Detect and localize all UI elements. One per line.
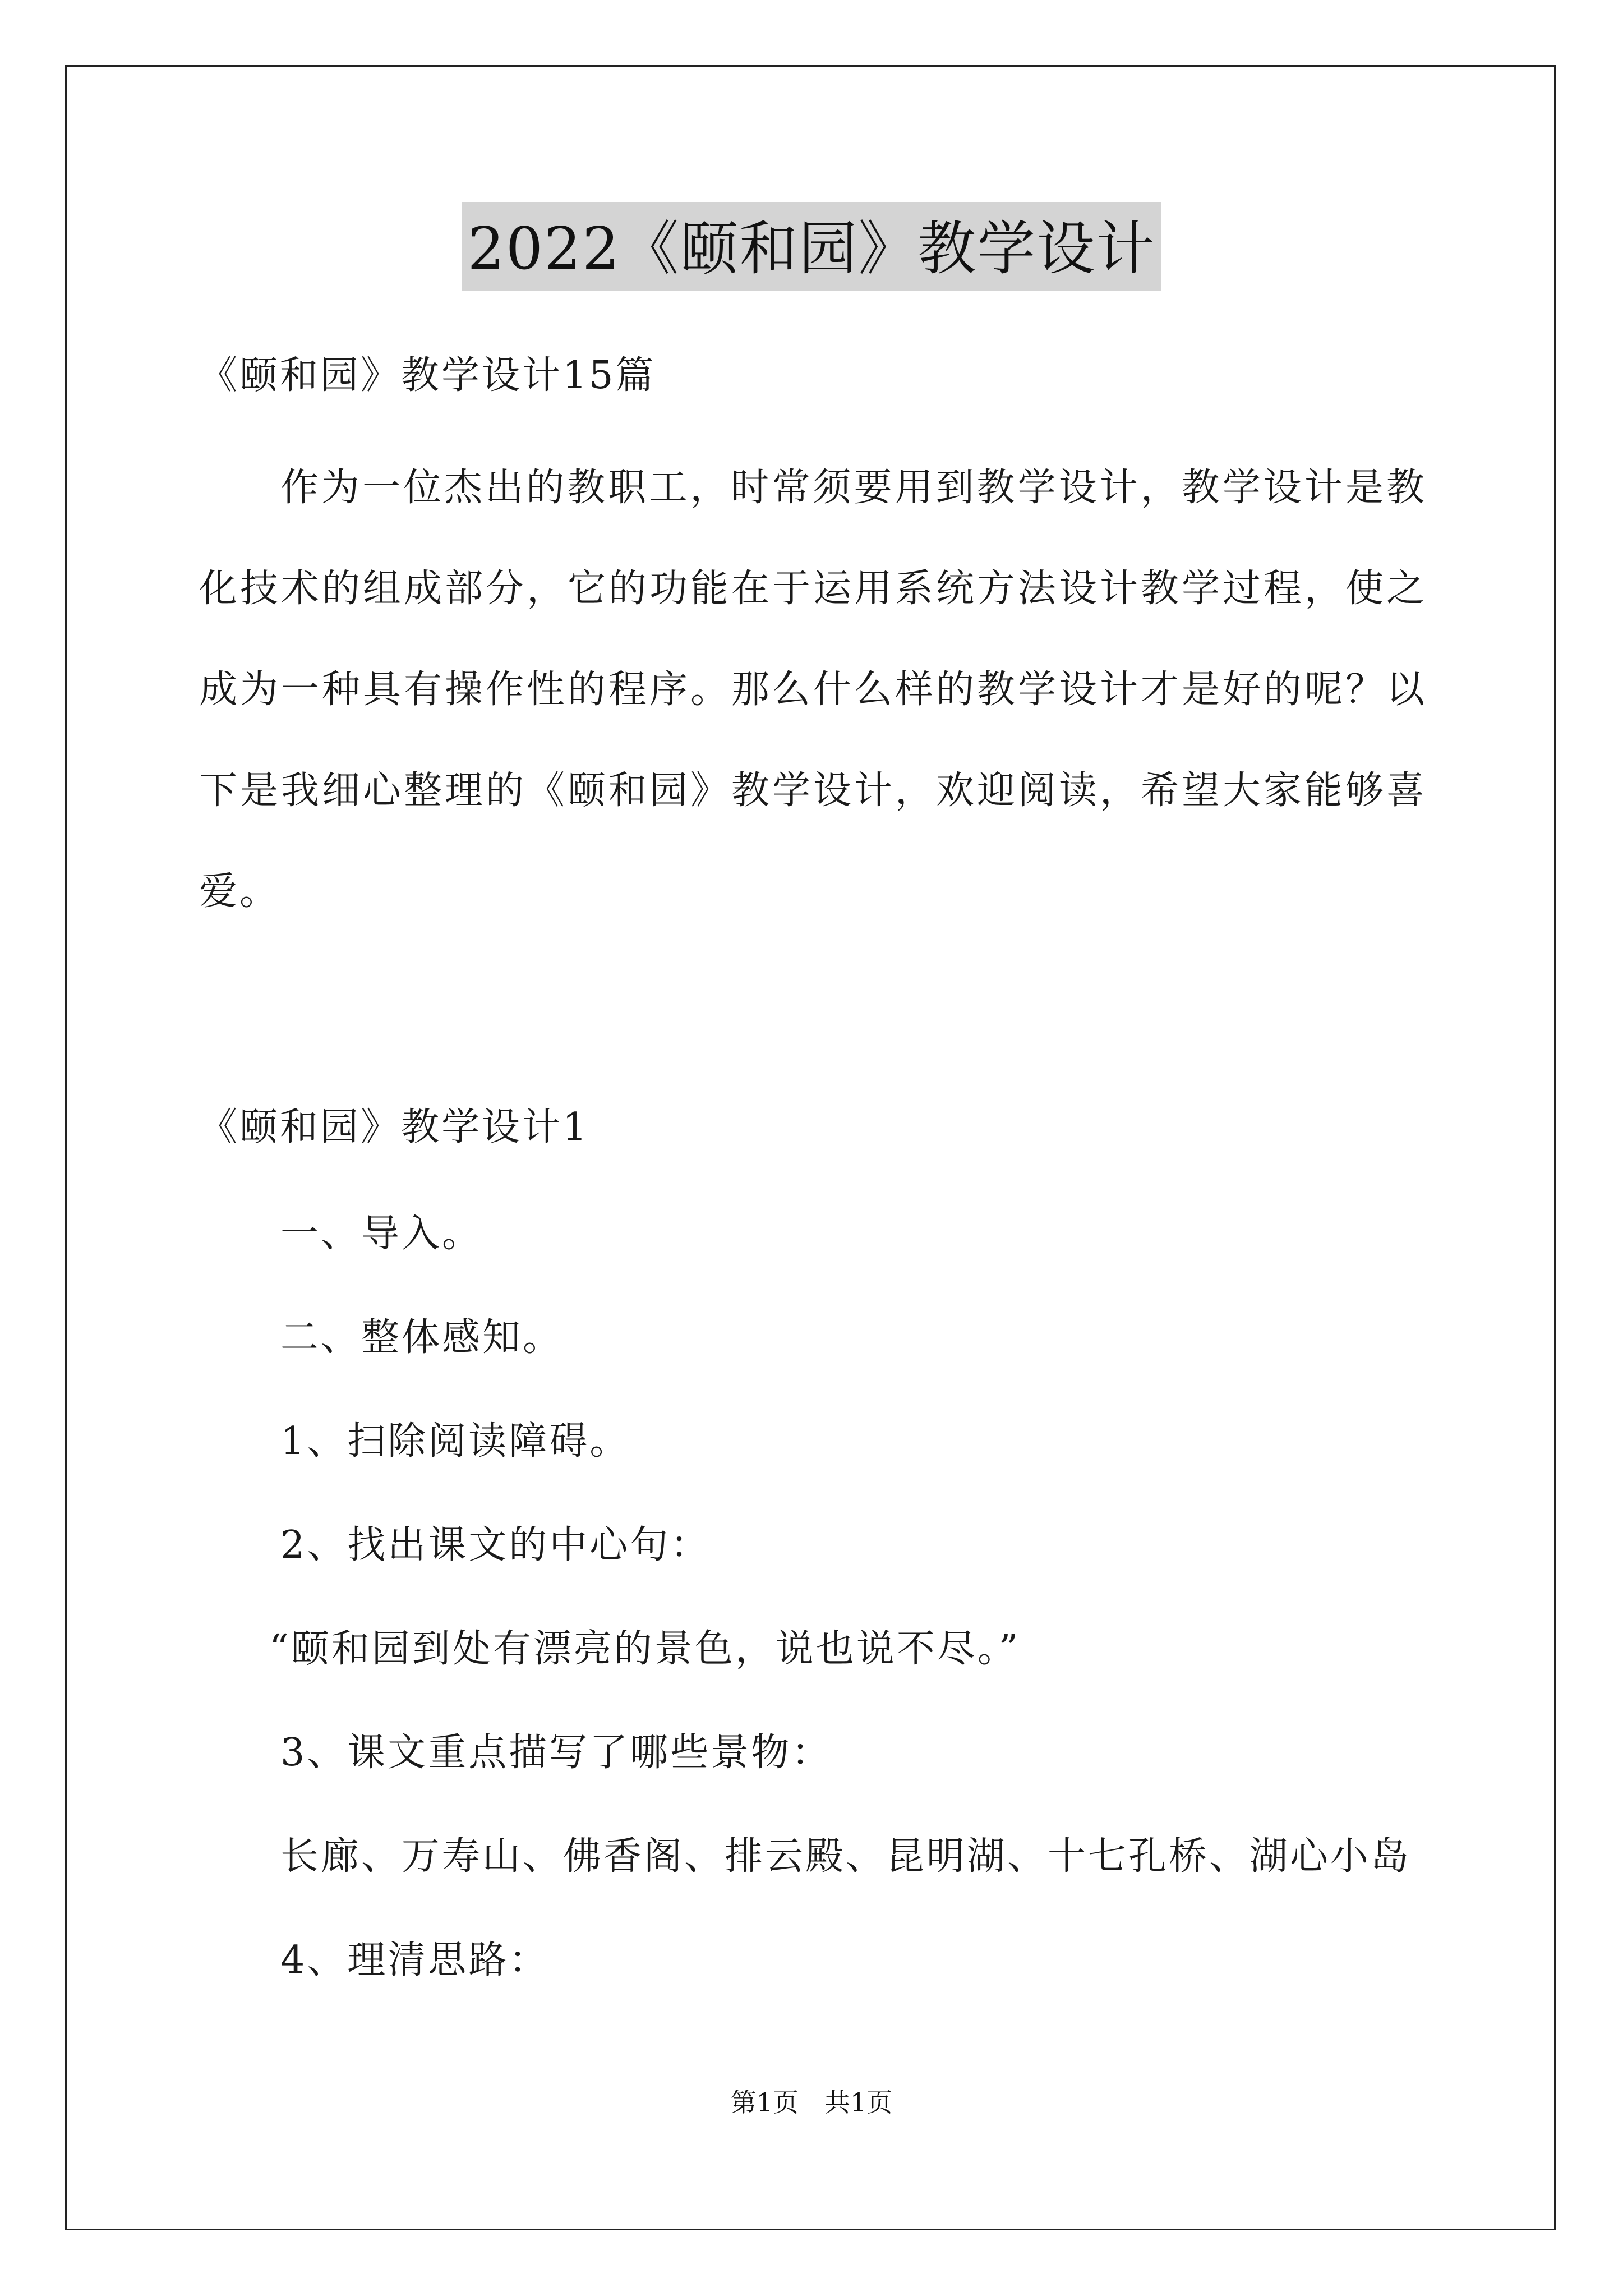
title-container <box>0 202 1623 291</box>
section-heading: 《颐和园》教学设计1 <box>199 1105 589 1149</box>
item-overview: 二、整体感知。 <box>280 1315 564 1360</box>
item-intro: 一、导入。 <box>280 1212 483 1256</box>
intro-line-5: 爱。 <box>199 869 280 914</box>
quote-line: “颐和园到处有漂亮的景色，说也说不尽。” <box>269 1627 1021 1671</box>
item-4: 4、理清思路： <box>280 1938 550 1982</box>
scenery-list: 长廊、万寿山、佛香阁、排云殿、昆明湖、十七孔桥、湖心小岛 <box>280 1834 1412 1879</box>
subtitle: 《颐和园》教学设计15篇 <box>199 353 656 398</box>
intro-line-4: 下是我细心整理的《颐和园》教学设计，欢迎阅读，希望大家能够喜 <box>199 769 1424 813</box>
item-2: 2、找出课文的中心句： <box>280 1523 711 1567</box>
item-1: 1、扫除阅读障碍。 <box>280 1419 630 1464</box>
item-3: 3、课文重点描写了哪些景物： <box>280 1731 832 1775</box>
intro-line-3: 成为一种具有操作性的程序。那么什么样的教学设计才是好的呢？以 <box>199 668 1424 712</box>
intro-line-2: 化技术的组成部分，它的功能在于运用系统方法设计教学过程，使之 <box>199 567 1424 611</box>
intro-line-1: 作为一位杰出的教职工，时常须要用到教学设计，教学设计是教 <box>280 466 1424 510</box>
page-footer: 第1页 共1页 <box>730 2087 893 2118</box>
document-title: 2022《颐和园》教学设计 <box>462 202 1161 291</box>
